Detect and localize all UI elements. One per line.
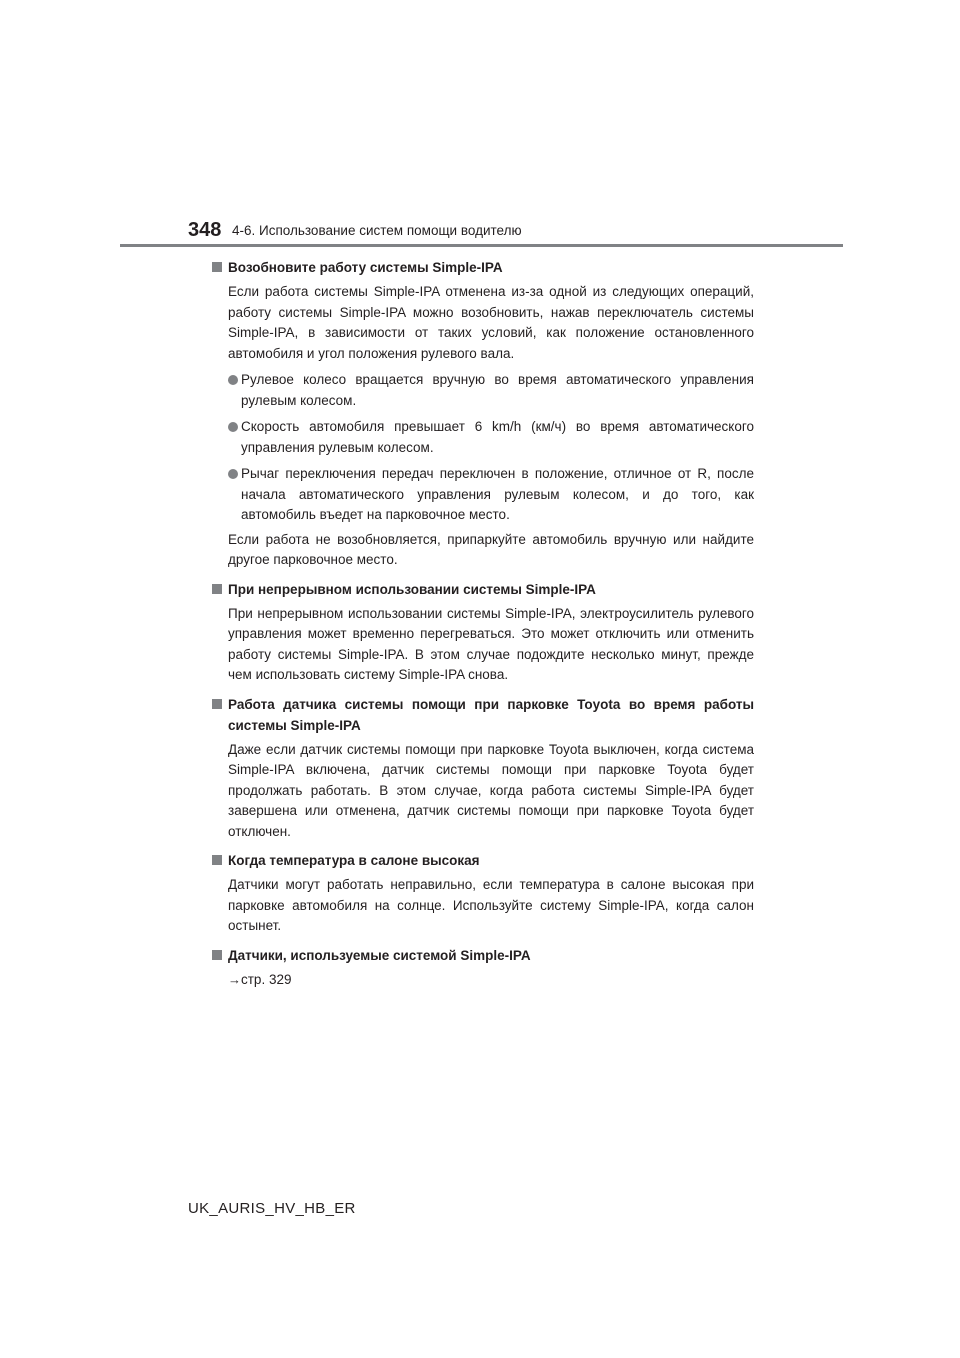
section-title: Работа датчика системы помощи при парковке Toyota во время работы системы Simple-IPA	[228, 696, 754, 733]
section-high-cabin-temperature	[211, 850, 756, 937]
page-number: 348	[188, 219, 222, 241]
section-title: При непрерывном использовании системы Simple-IPA	[228, 581, 596, 597]
arrow-right-icon: →	[228, 971, 241, 987]
list-item-text: Рулевое колесо вращается вручную во время автоматического управления рулевым колесом.	[241, 372, 754, 408]
circle-bullet-icon	[228, 469, 238, 479]
section-heading	[211, 694, 754, 736]
document-code: UK_AURIS_HV_HB_ER	[188, 1200, 356, 1217]
section-resume-simple-ipa	[211, 257, 756, 571]
square-bullet-icon	[212, 855, 222, 865]
paragraph: При непрерывном использовании системы Simple-IPA, электроусилитель рулевого управления может временно перегреваться. Это может отключить или отменить работу системы Simple-IPA. В этом случае подождите несколько минут, прежде чем использовать систему Simple-IPA снова.	[228, 605, 754, 682]
paragraph: Если работа системы Simple-IPA отменена из-за одной из следующих операций, работу системы Simple-IPA можно возобновить, нажав переключатель системы Simple-IPA, в зависимости от таких условий, как положение остановленного автомобиля и угол положения рулевого вала.	[228, 284, 754, 361]
page-reference[interactable]	[228, 970, 756, 990]
paragraph: Даже если датчик системы помощи при парковке Toyota выключен, когда система Simple-IPA включена, датчик системы помощи при парковке Toyota будет продолжать работать. В этом случае, когда работа системы Simple-IPA будет завершена или отменена, датчик системы помощи при парковке Toyota будет отключен.	[228, 741, 754, 839]
paragraph: Если работа не возобновляется, припаркуйте автомобиль вручную или найдите другое парковочное место.	[228, 531, 754, 567]
page-content	[211, 253, 756, 990]
list-item	[228, 464, 754, 526]
section-continuous-use	[211, 579, 756, 686]
page-reference-text: стр. 329	[241, 971, 292, 987]
square-bullet-icon	[212, 262, 222, 272]
section-title: Датчики, используемые системой Simple-IPA	[228, 947, 531, 963]
square-bullet-icon	[212, 950, 222, 960]
list-item-text: Скорость автомобиля превышает 6 km/h (км/ч) во время автоматического управления рулевым колесом.	[241, 419, 754, 455]
section-heading	[211, 945, 754, 966]
list-item	[228, 370, 754, 411]
section-title: Возобновите работу системы Simple-IPA	[228, 260, 503, 275]
list-item	[228, 417, 754, 458]
section-parking-sensor	[211, 694, 756, 843]
section-heading	[211, 579, 754, 600]
section-sensors-used	[211, 945, 756, 990]
square-bullet-icon	[212, 699, 222, 709]
circle-bullet-icon	[228, 375, 238, 385]
chapter-title: 4-6. Использование систем помощи водителю	[232, 223, 522, 238]
section-title: Когда температура в салоне высокая	[228, 853, 480, 868]
page-header	[188, 218, 848, 246]
circle-bullet-icon	[228, 422, 238, 432]
section-heading	[211, 850, 754, 871]
list-item-text: Рычаг переключения передач переключен в положение, отличное от R, после начала автоматического управления рулевым колесом, и до того, как автомобиль въедет на парковочное место.	[241, 466, 754, 522]
header-divider	[120, 244, 843, 247]
section-heading	[211, 257, 754, 278]
paragraph: Датчики могут работать неправильно, если температура в салоне высокая при парковке автомобиля на солнце. Используйте систему Simple-IPA, когда салон остынет.	[228, 877, 754, 933]
square-bullet-icon	[212, 584, 222, 594]
